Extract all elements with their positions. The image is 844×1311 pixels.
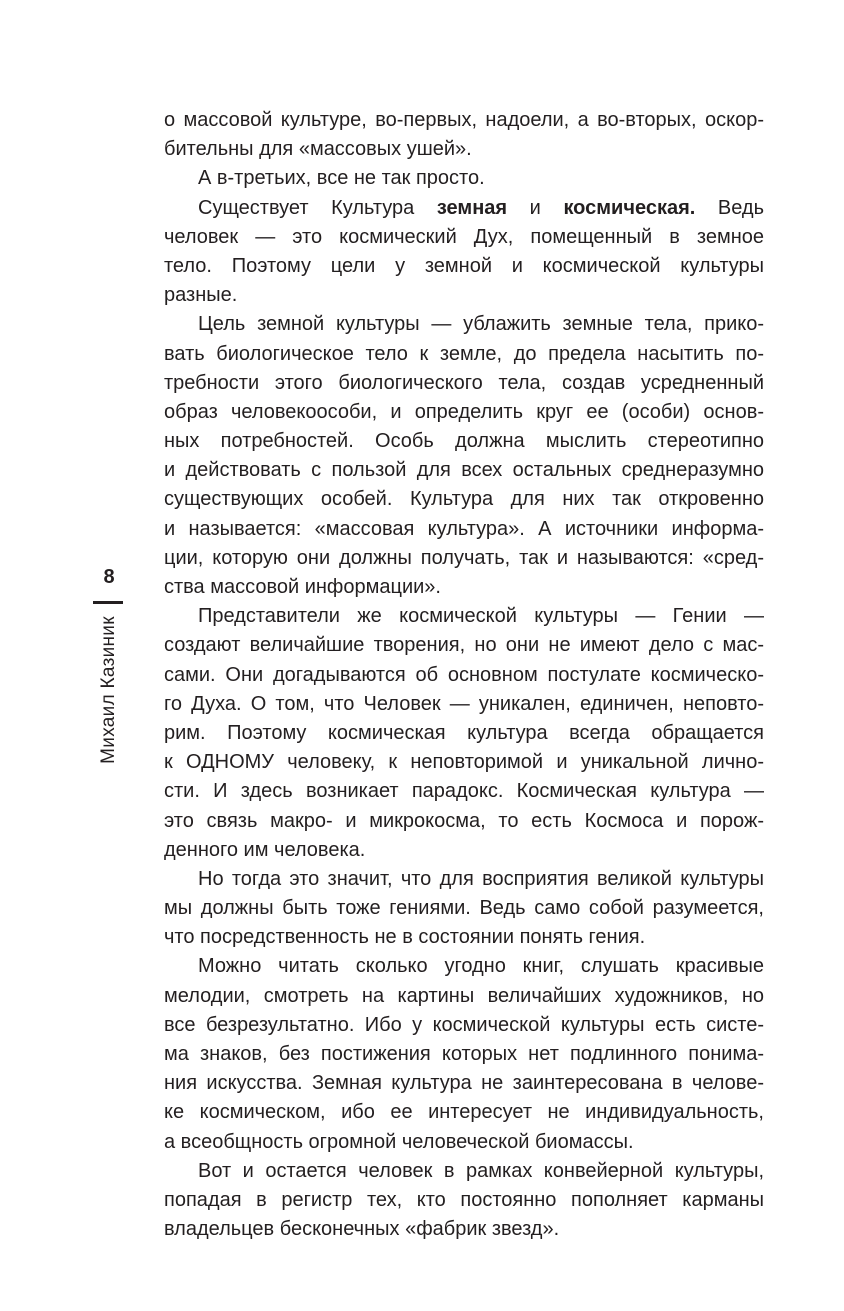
- text-line: человек — это космический Дух, помещенный в земное: [164, 225, 764, 248]
- text-line: ных потребностей. Особь должна мыслить стереотипно: [164, 430, 764, 453]
- text-line: го Духа. О том, что Человек — уникален, единичен, неповто-: [164, 692, 764, 715]
- text-line: ния искусства. Земная культура не заинтересована в челове-: [164, 1072, 764, 1095]
- text-line: все безрезультатно. Ибо у космической культуры есть систе-: [164, 1013, 764, 1036]
- text-line: сами. Они догадываются об основном постулате космическо-: [164, 663, 764, 686]
- text-line: ма знаков, без постижения которых нет подлинного понима-: [164, 1043, 764, 1065]
- text-line: тело. Поэтому цели у земной и космической культуры: [164, 254, 764, 277]
- text-line: разные.: [164, 284, 238, 307]
- text-line: создают величайшие творения, но они не имеют дело с мас-: [164, 634, 764, 657]
- page-number: 8: [103, 566, 115, 588]
- text-line: Но тогда это значит, что для восприятия великой культуры: [198, 867, 764, 890]
- side-divider: [93, 601, 123, 604]
- text-line: ке космическом, ибо ее интересует не индивидуальность,: [164, 1101, 764, 1124]
- text-line: требности этого биологического тела, создав усредненный: [164, 371, 764, 394]
- text-line: ции, которую они должны получать, так и называются: «сред-: [164, 546, 764, 569]
- text-line: бительны для «массовых ушей».: [164, 138, 472, 161]
- text-line: денного им человека.: [164, 838, 366, 861]
- text-line: попадая в регистр тех, кто постоянно пополняет карманы: [164, 1188, 764, 1211]
- text-line: вать биологическое тело к земле, до предела насытить по-: [164, 342, 764, 365]
- text-line: владельцев бесконечных «фабрик звезд».: [164, 1218, 560, 1241]
- text-line: ства массовой информации».: [164, 576, 441, 598]
- text-line: существующих особей. Культура для них так откровенно: [164, 488, 764, 511]
- text-line: Представители же космической культуры — Гении —: [198, 605, 764, 628]
- text-line: мелодии, смотреть на картины величайших художников, но: [164, 984, 764, 1007]
- text-fragment: Ведь: [717, 196, 765, 219]
- text-line: и называется: «массовая культура». А источники информа-: [164, 517, 764, 540]
- text-line: рим. Поэтому космическая культура всегда обращается: [164, 721, 764, 744]
- bold-term-cosmic: космическая.: [563, 196, 696, 219]
- text-line: А в-третьих, все не так просто.: [198, 167, 485, 190]
- text-fragment: Существует Культура: [198, 196, 415, 219]
- text-line: о массовой культуре, во-первых, надоели, а во-вторых, оскор-: [164, 109, 764, 131]
- text-line: [164, 194, 764, 223]
- text-line: а всеобщность огромной человеческой биомассы.: [164, 1130, 634, 1153]
- text-line: Можно читать сколько угодно книг, слушать красивые: [198, 955, 764, 978]
- bold-term-earthly: земная: [436, 196, 508, 219]
- body-text: [164, 106, 764, 1244]
- text-line: образ человекоособи, и определить круг ее (особи) основ-: [164, 400, 764, 423]
- text-fragment: и: [529, 196, 541, 219]
- text-line: мы должны быть тоже гениями. Ведь само собой разумеется,: [164, 897, 764, 920]
- running-head-author: Михаил Казиник: [98, 616, 119, 764]
- text-line: сти. И здесь возникает парадокс. Космическая культура —: [164, 780, 764, 803]
- text-line: что посредственность не в состоянии понять гения.: [164, 926, 646, 949]
- text-line: Вот и остается человек в рамках конвейерной культуры,: [198, 1159, 764, 1182]
- text-line: Цель земной культуры — ублажить земные тела, прико-: [198, 313, 764, 336]
- text-line: это связь макро- и микрокосма, то есть Космоса и порож-: [164, 809, 764, 832]
- text-line: к ОДНОМУ человеку, к неповторимой и уникальной лично-: [164, 751, 764, 774]
- text-line: и действовать с пользой для всех остальных среднеразумно: [164, 459, 764, 482]
